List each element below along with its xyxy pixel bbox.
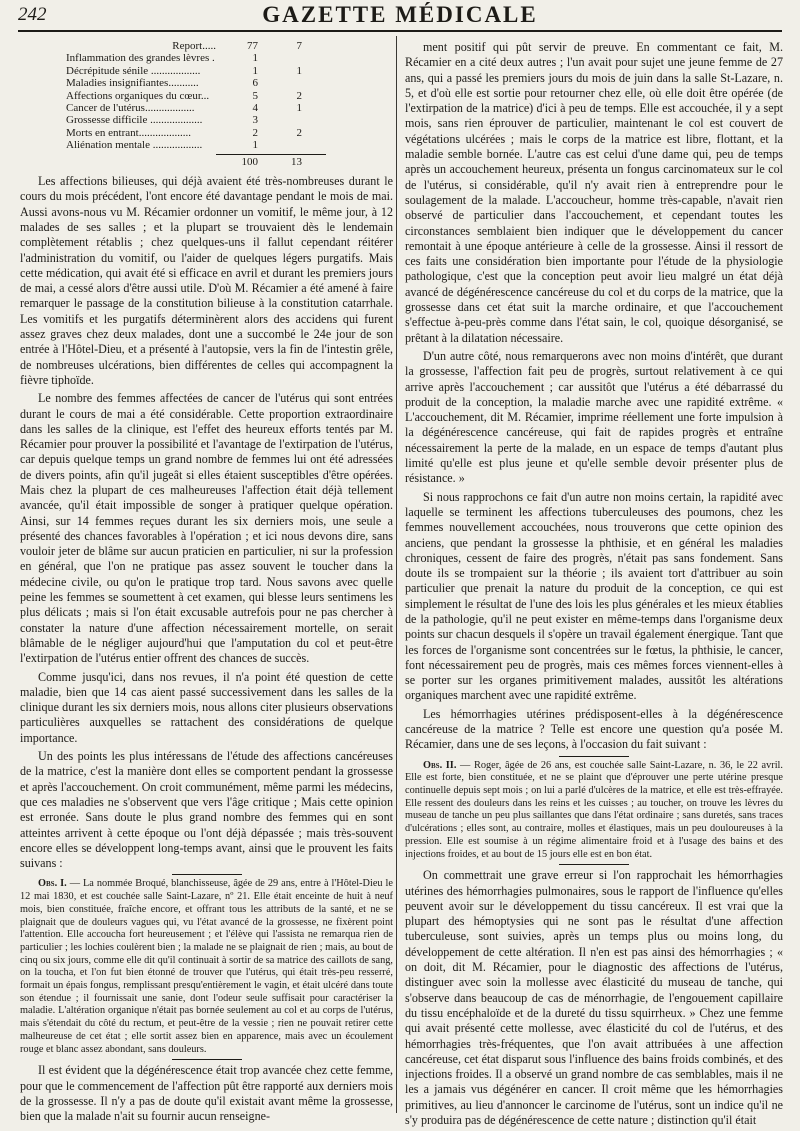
column-divider — [396, 36, 397, 1113]
stat-total-b: 13 — [291, 155, 302, 168]
right-closing-paragraph: On commettrait une grave erreur si l'on rapprochait les hémorrhagies utérines des hémorrhagies pulmonaires, sous le rapport de l'influence qu'elles peuvent avoir sur le développement du tissu cancéreux. Il est vrai que la plupart des hémoptysies qui ne sont pas le résultat d'une affection tuberculeuse, sont suivies, après un temps plus ou moins long, du développement de cette altération. Il n'en est pas ainsi des hémorrhagies ; « on doit, dit M. Récamier, pour le diagnostic des affections de l'utérus, distinguer avec soin la mollesse avec élasticité du museau de tanche, qui s'observe dans beaucoup de cas de ménorrhagie, de l'engouement capillaire du tissu encéphaloïde et de la dureté du tissu squirrheux. » Chez une femme qui avait présenté cette mollesse, avec élasticité du col de l'utérus, et des hémorrhagies très-fréquentes, que l'on avait attribuées à une affection cancéreuse, cet état disparut sous l'influence des bains froids combinés, et des injections froides. Il a observé un grand nombre de cas semblables, mais il ne les a jamais vus dégénérer en cancer. Il croit même que les hémorrhagies primitives, au lieu d'annoncer le carcinome de l'utérus, sont un indice qu'il ne s'y produira pas de dégénérescence de cette nature ; distinction qu'il était — [405, 868, 783, 1128]
article-paragraph: Comme jusqu'ici, dans nos revues, il n'a point été question de cette maladie, bien que 14 cas aient passé successivement dans les salles de la clinique durant les six derniers mois, nous allons citer plusieurs observations particulières auxquelles se rattachent des considérations de quelque importance. — [20, 669, 393, 745]
stat-totals — [216, 154, 326, 168]
page-header — [18, 2, 782, 28]
stat-label: Report..... — [172, 40, 216, 52]
page-number: 242 — [18, 4, 47, 25]
stat-row-report — [66, 40, 326, 52]
article-paragraph: Les hémorrhagies utérines prédisposent-elles à la dégénérescence cancéreuse de la matrice ? Telle est encore une question qu'a posée M. Récamier, dans une de ses leçons, à l'occasion du fait suivant : — [405, 706, 783, 752]
separator — [172, 1059, 242, 1060]
separator — [559, 864, 629, 865]
stat-row — [66, 114, 326, 126]
stat-row — [66, 65, 326, 77]
stat-value-b: 1 — [296, 64, 302, 77]
stat-value-a: 5 — [252, 89, 258, 102]
left-paragraphs — [20, 174, 393, 871]
stat-row — [66, 90, 326, 102]
stat-label: Inflammation des grandes lèvres . — [66, 52, 215, 65]
observation-label: Obs. II. — [423, 759, 457, 771]
stat-label: Grossesse difficile ................... — [66, 114, 203, 127]
article-paragraph: Le nombre des femmes affectées de cancer de l'utérus qui sont entrées durant le cours de mai a été considérable. Cette proportion extraordinaire dans les salles de la clinique, est l'effet des heureux efforts tentés par M. Récamier pour prouver la possibilité et l'avantage de l'extirpation de l'utérus, car depuis quelque temps un grand nombre de femmes lui ont été adressées de divers points, afin qu'il jugeât si elles étaient susceptibles d'être opérées. Mais chez la plupart de ces malheureuses l'affection était déjà tellement avancée, qu'il était impossible de songer à pratiquer quelque opération. Ainsi, sur 14 femmes reçues durant les six derniers mois, une seule a présenté des chances favorables à l'opération ; et ici nous devons dire, sans vouloir jeter de blâme sur aucun praticien en particulier, ni sur la profession en général, que l'on ne pratique pas assez souvent le toucher dans la médecine civile, ou qu'on le pratique trop tard. Nous savons avec quelle peine les femmes se soumettent à cet examen, qui blesse leurs sentimens les plus délicats ; mais si l'on était excusable autrefois pour ne pas chercher à constater la nature d'une affection nécessairement mortelle, on serait blâmable de le négliger aujourd'hui que l'amputation du col et peut-être l'extirpation de l'utérus entier offrent des chances de succès. — [20, 391, 393, 666]
stat-value-b: 7 — [296, 40, 302, 52]
stat-value-a: 6 — [252, 77, 258, 90]
article-paragraph: Un des points les plus intéressans de l'étude des affections cancéreuses de la matrice, c'est la manière dont elles se comportent pendant la grossesse et après l'accouchement. On croit communément, même parmi les médecins, que ces maladies ne s'observent que vers l'âge critique ; Mais cette opinion est erronée. Sans doute le plus grand nombre des femmes qui en sont atteintes arrivent à cette époque ou l'ont déjà dépassée ; mais très-souvent encore elles se développent long-temps avant, ainsi que le prouvent les faits suivans : — [20, 749, 393, 871]
stat-row — [66, 127, 326, 139]
stat-value-b: 1 — [296, 102, 302, 115]
stat-row — [66, 77, 326, 89]
article-paragraph: Les affections bilieuses, qui déjà avaient été très-nombreuses durant le cours du mois précédent, l'ont encore été davantage pendant le mois de mai. Aussi avons-nous vu M. Récamier ordonner un vomitif, le même jour, à 12 malades de ses salles ; et la plupart se trouvaient dès le lendemain complètement rétablis ; chez quelques-uns il fallut cependant réitérer l'administration du vomitif, ou l'aider de quelques légers purgatifs. Mais cette médication, qui avait été si efficace en avril et durant les premiers jours de mai, a cessé alors d'être aussi utile. D'où M. Récamier a été amené à faire remarquer le passage de la constitution bilieuse à la constitution catarrhale. Les vomitifs et les purgatifs déterminèrent alors des accidens qui furent assez graves chez deux malades, dont une a succombé le 24e jour de son entrée à l'Hôtel-Dieu, et a présenté à l'autopsie, vers la fin de l'intestin grêle, de nombreuses ulcérations, bien différentes de celles qui accompagnent la fièvre tiphoïde. — [20, 174, 393, 387]
stat-label: Affections organiques du cœur... — [66, 89, 210, 102]
stat-value-a: 1 — [252, 52, 258, 65]
stat-label: Décrépitude sénile .................. — [66, 64, 201, 77]
stat-row — [66, 139, 326, 151]
article-paragraph: ment positif qui pût servir de preuve. En commentant ce fait, M. Récamier en a cité deux autres ; l'un avait pour sujet une jeune femme de 27 ans, qui a passé les premiers jours du mois de juin dans la salle St-Lazare, n. 5, et d'où elle est sortie pour retourner chez elle, où elle doit être opérée (de l'extirpation de la matrice) d'ici à peu de temps. Elle est accouchée, il y a sept mois, sans rien éprouver de particulier, maintenant le col est couvert de végétations ulcérées ; mais le corps de la matrice est libre, flottant, et la maladie semble bornée. L'autre cas est celui d'une dame qui, peu de temps après un accouchement heureux, présenta un fongus carcinomateux sur le col de l'utérus, si considérable, qu'il n'y avait rien à entreprendre pour le soulagement de la malade. L'accoucheur, homme très-capable, n'avait rien observé de particulier dans l'accouchement, et cependant toutes les circonstances semblaient bien indiquer que le développement du cancer remontait à une époque antérieure à celle de la grossesse. Ainsi il ressort de ces faits une considération bien importante pour l'étude de la physiologie pathologique, c'est que la conception peut avoir lieu malgré un état déjà avancé de dégénérescence cancéreuse du col et du corps de la matrice, que la grossesse dans cet état suit la marche ordinaire, et que l'accouchement s'effectue à-peu-près comme dans l'état sain, le col, quoique désorganisé, se prêtant à la dilatation nécessaire. — [405, 40, 783, 345]
stat-value-b: 2 — [296, 126, 302, 139]
separator — [559, 756, 629, 757]
observation-2 — [405, 760, 783, 862]
stat-label: Aliénation mentale .................. — [66, 139, 203, 152]
stat-rows — [66, 52, 326, 151]
stat-value-a: 4 — [252, 102, 258, 115]
observation-1 — [20, 878, 393, 1056]
stat-value-a: 77 — [247, 40, 258, 52]
stat-value-b — [258, 114, 302, 126]
right-column — [405, 40, 783, 1131]
separator — [172, 874, 242, 875]
stat-label: Cancer de l'utérus.................. — [66, 102, 195, 115]
stat-value-a: 3 — [252, 114, 258, 127]
stat-row — [66, 52, 326, 64]
observation-label: Obs. I. — [38, 878, 67, 890]
stat-value-b — [258, 77, 302, 89]
stat-total-a: 100 — [241, 155, 258, 168]
stat-row — [66, 102, 326, 114]
stat-value-a: 1 — [252, 64, 258, 77]
stat-label: Morts en entrant................... — [66, 126, 191, 139]
observation-text: — La nommée Broqué, blanchisseuse, âgée de 29 ans, entre à l'Hôtel-Dieu le 12 mai 1830, et est couchée salle Saint-Lazare, nº 21. Elle était enceinte de huit à neuf mois, bien constituée, fraîche encore, et offrant tous les attributs de la santé, et ne se plaignait que de douleurs vagues qui, vu l'état avancé de la grossesse, ne fixèrent point l'attention. Elle accoucha fort heureusement ; et l'élève qui l'assista ne remarqua rien de particulier ; les lochies coulèrent bien ; la malade ne se plaignait de rien ; mais, au bout de cinq ou six jours, comme elle dit qu'il continuait à sortir de sa matrice des caillots de sang, on la toucha, et l'on fut bien étonné de trouver que l'utérus, qui était très-peu resserré, formait un épais fongus, remplissant presqu'entièrement le vagin, et était ulcéré dans toute son étendue ; il fournissait une sanie, dont l'odeur seule suffisait pour caractériser la maladie. L'altération organique n'était pas bornée seulement au col et au corps de l'utérus, mais s'étendait du côté du rectum, et peut-être de la vessie ; rien ne pouvait retirer cette malheureuse de cet état ; elle sortit assez bien en apparence, mais avec un écoulement rouge et blanc assez abondant, sans douleurs. — [20, 878, 393, 1055]
stat-value-a: 1 — [252, 139, 258, 152]
masthead-title: GAZETTE MÉDICALE — [262, 2, 538, 27]
article-paragraph: D'un autre côté, nous remarquerons avec non moins d'intérêt, que durant la grossesse, l'affection fait peu de progrès, surtout relativement à ce qui arrive après l'accouchement ; car aussitôt que l'utérus a été débarrassé du produit de la conception, la maladie marche avec une rapidité extrême. « L'accouchement, dit M. Récamier, imprime réellement une forte impulsion à la dégénérescence cancéreuse, qui fait de rapides progrès et entraîne nécessairement la perte de la malade, en un espace de temps d'autant plus limité qu'elle est plus jeune et qu'elle semble devoir présenter plus de résistance. » — [405, 348, 783, 486]
left-column — [20, 40, 393, 1127]
statistics-table — [66, 40, 326, 168]
stat-label: Maladies insignifiantes........... — [66, 77, 199, 90]
header-rule — [18, 30, 782, 32]
left-closing-paragraph: Il est évident que la dégénérescence était trop avancée chez cette femme, pour que le commencement de l'affection pût être rapporté aux derniers mois de la grossesse. Il n'y a pas de doute qu'il existait avant même la grossesse, bien que la malade n'ait su fournir aucun renseigne- — [20, 1063, 393, 1124]
observation-text: — Roger, âgée de 26 ans, est couchée salle Saint-Lazare, n. 36, le 22 avril. Elle est forte, bien constituée, et ne se plaint que d'éprouver une perte utérine presque continuelle depuis sept mois ; on lui a parlé d'ulcères de la matrice, et elle est très-effrayée. Elle ressent des douleurs dans les reins et les cuisses ; au toucher, on trouve les lèvres du museau de tanche un peu plus saillantes que dans l'état ordinaire ; sans duretés, sans traces d'ulcérations ; elles sont, au contraire, molles et élastiques, mais un peu douloureuses à la pression. Elle est soumise à un régime alimentaire froid et à l'usage des bains et des injections froides, et au bout de 15 jours elle est en bon état. — [405, 759, 783, 860]
right-paragraphs — [405, 40, 783, 753]
stat-value-b: 2 — [296, 89, 302, 102]
stat-value-a: 2 — [252, 126, 258, 139]
stat-value-b — [258, 139, 302, 151]
stat-value-b — [258, 52, 302, 64]
article-paragraph: Si nous rapprochons ce fait d'un autre non moins certain, la rapidité avec laquelle se terminent les affections tuberculeuses des poumons, chez les femmes nouvellement accouchées, nous trouverons que cette opinion des anciens, que pendant la grossesse la phthisie, et en général les maladies chroniques, cessent de faire des progrès, n'était pas sans fondement. Sans doute ils se trompaient sur la théorie ; ils avaient tort d'attribuer au soin particulier que prenait la nature du produit de la conception, ce qui est simplement le résultat de l'une des lois les plus générales et les mieux établies de la pathologie, qu'il ne peut exister en même-temps dans l'organisme deux points sur chacun desquels il s'opère un travail également énergique. Tant que les forces de l'organisme sont concentrées sur le fœtus, la phthisie, le cancer, font nécessairement peu de progrès, mais ces mêmes forces viennent-elles à se porter sur les organes primitivement malades, aussitôt les altérations organiques marchent avec une rapidité extrême. — [405, 489, 783, 703]
